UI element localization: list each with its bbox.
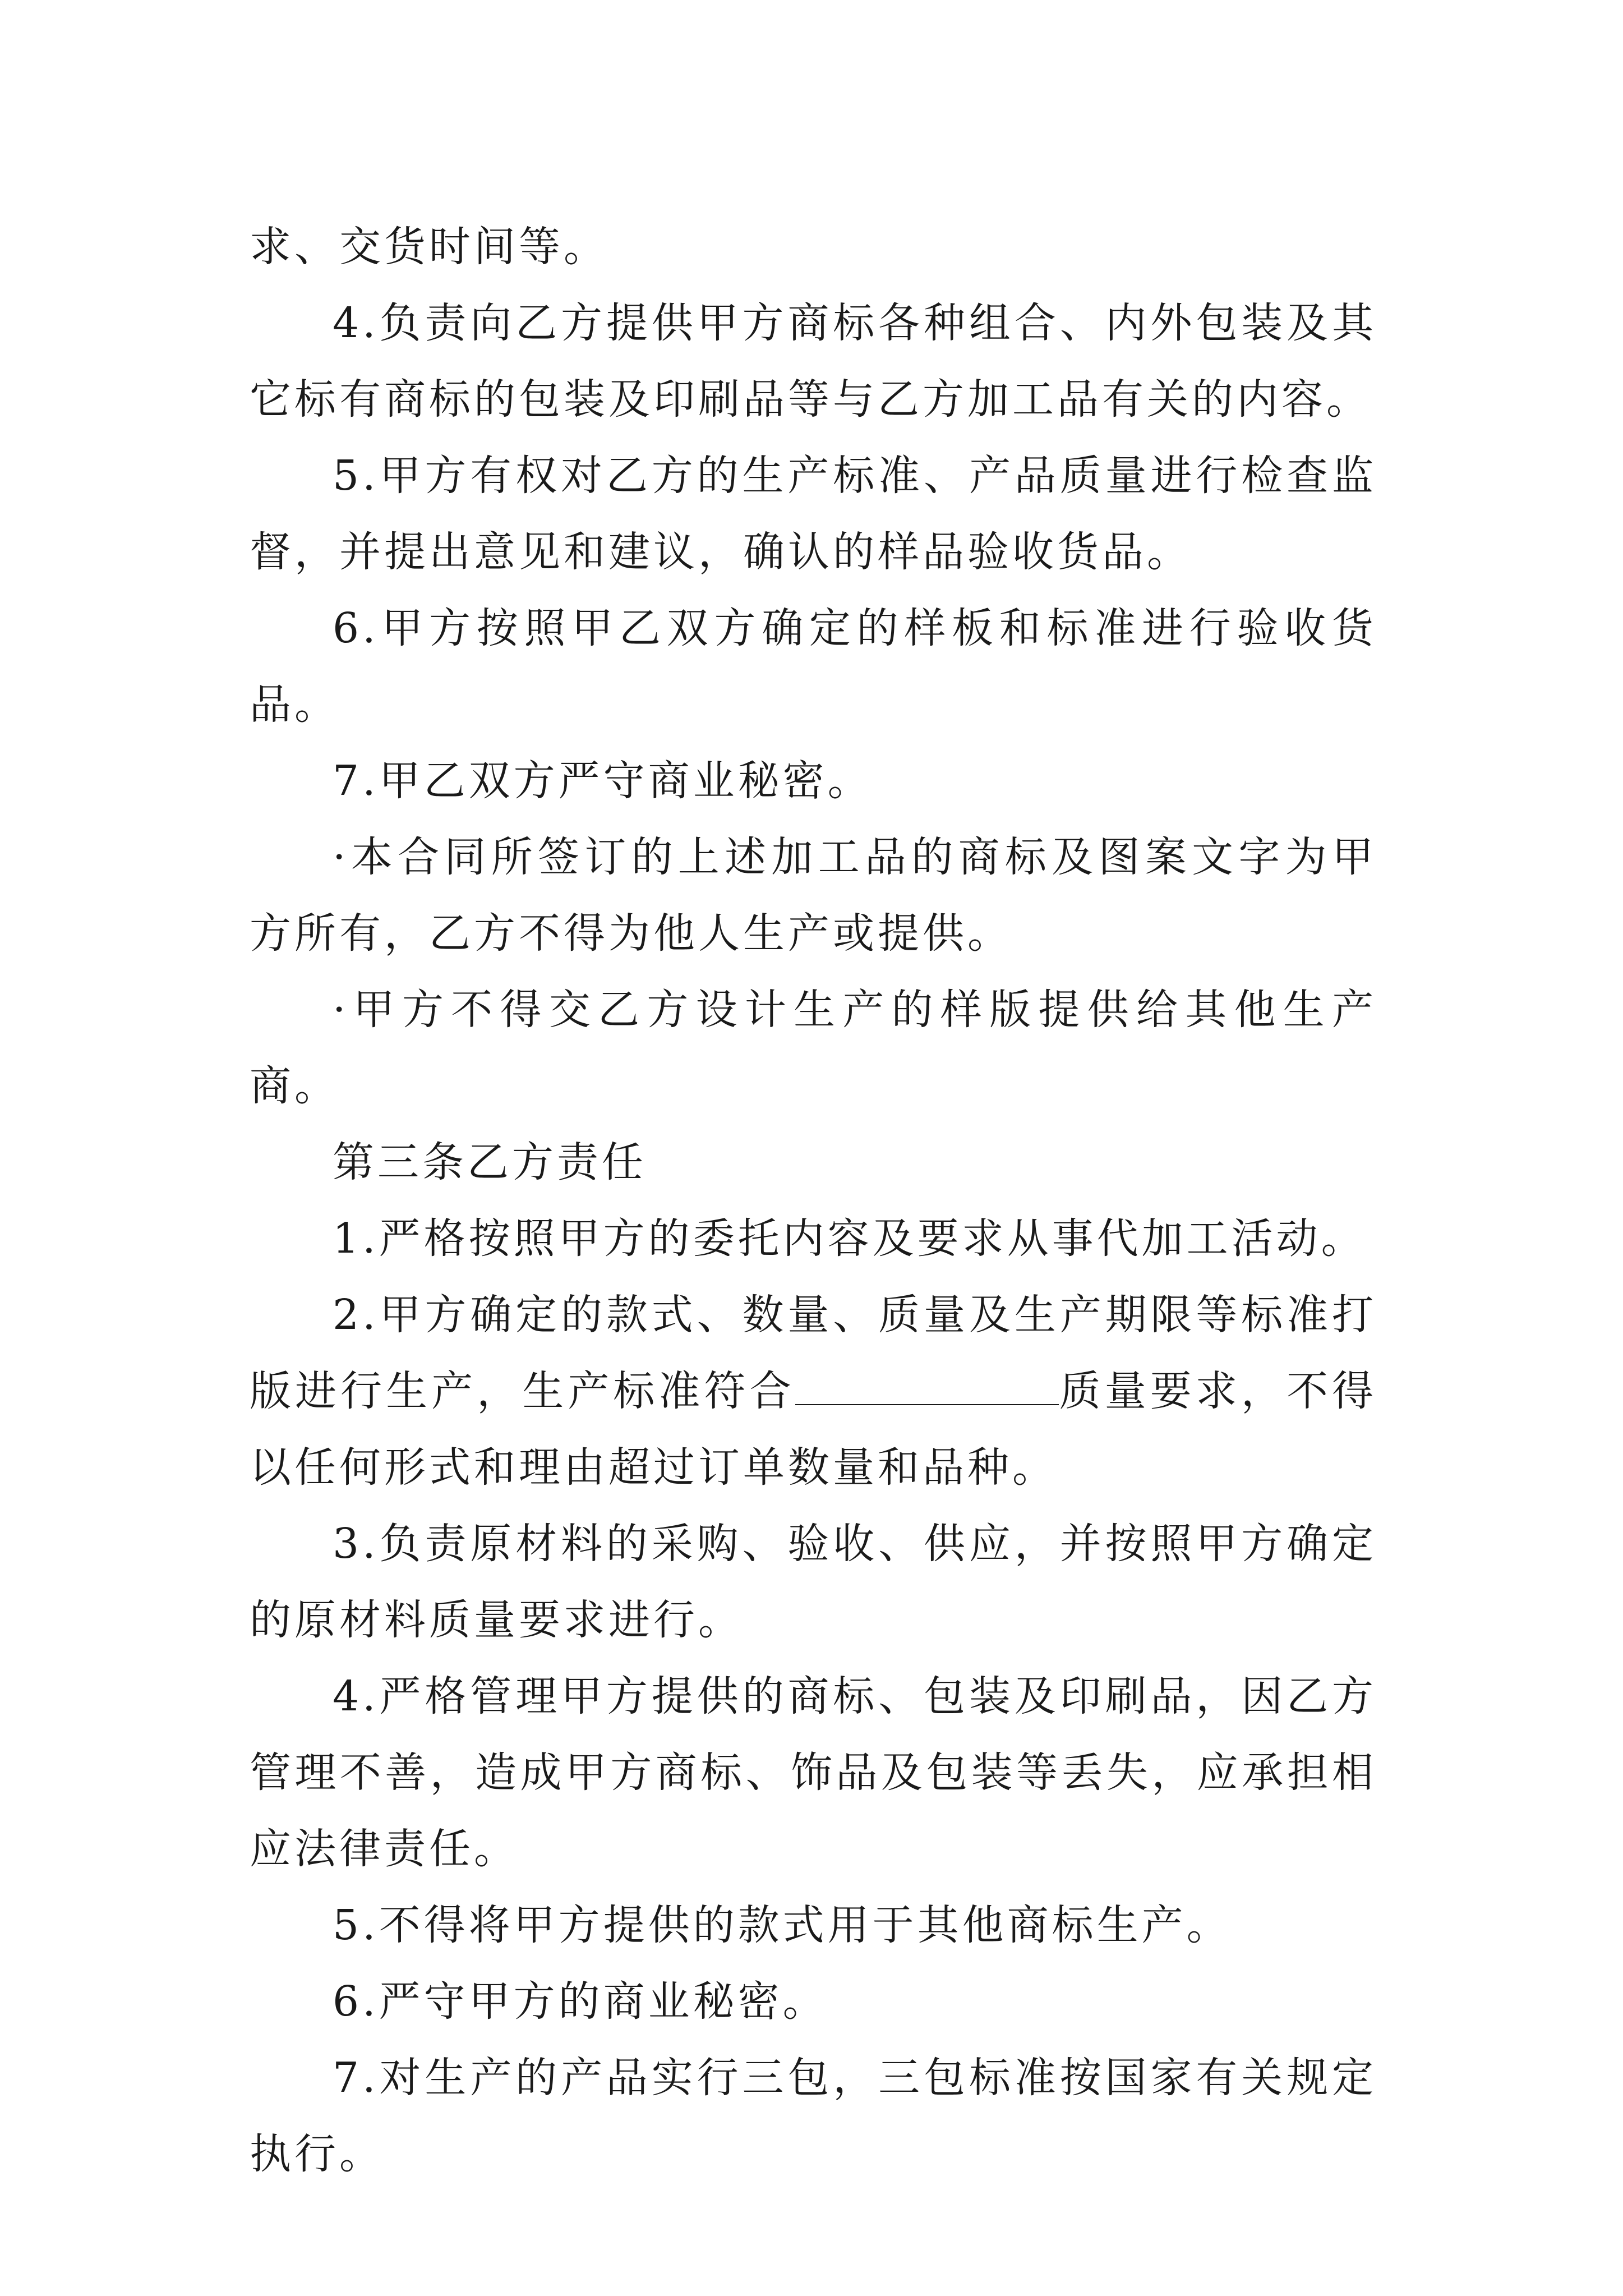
bullet-trademark-ownership: ·本合同所签订的上述加工品的商标及图案文字为甲方所有，乙方不得为他人生产或提供。 <box>250 833 1377 958</box>
party-b-clause-6: 6.严守甲方的商业秘密。 <box>333 1977 828 2026</box>
clause-5-quality-inspection: 5.甲方有权对乙方的生产标准、产品质量进行检查监督，并提出意见和建议，确认的样品验收货品。 <box>250 452 1377 576</box>
party-b-clause-7: 7.对生产的产品实行三包，三包标准按国家有关规定执行。 <box>250 2054 1377 2178</box>
clause-2-text-end: 质量要求，不得以任何形式和理由超过订单数量和品种。 <box>250 1367 1377 1492</box>
fill-in-blank <box>795 1365 1059 1405</box>
clause-6-acceptance: 6.甲方按照甲乙双方确定的样板和标准进行验收货品。 <box>250 604 1377 729</box>
party-b-clause-3: 3.负责原材料的采购、验收、供应，并按照甲方确定的原材料质量要求进行。 <box>250 1520 1377 1644</box>
section-heading-party-b: 第三条乙方责任 <box>333 1138 647 1186</box>
party-b-clause-5: 5.不得将甲方提供的款式用于其他商标生产。 <box>333 1901 1232 1949</box>
party-b-clause-4: 4.严格管理甲方提供的商标、包装及印刷品，因乙方管理不善，造成甲方商标、饰品及包装等丢失，应承担相应法律责任。 <box>250 1672 1377 1873</box>
paragraph-continuation: 求、交货时间等。 <box>250 223 608 271</box>
clause-4-trademark-provision: 4.负责向乙方提供甲方商标各种组合、内外包装及其它标有商标的包装及印刷品等与乙方加工品有关的内容。 <box>250 299 1377 424</box>
document-body <box>250 209 1377 2192</box>
party-b-clause-2 <box>250 1277 1377 1506</box>
clause-7-confidentiality: 7.甲乙双方严守商业秘密。 <box>333 757 873 805</box>
bullet-sample-restriction: ·甲方不得交乙方设计生产的样版提供给其他生产商。 <box>250 986 1377 1110</box>
party-b-clause-1: 1.严格按照甲方的委托内容及要求从事代加工活动。 <box>333 1214 1366 1263</box>
clause-2-text-start: 2.甲方确定的款式、数量、质量及生产期限等标准打版进行生产，生产标准符合 <box>250 1291 1377 1415</box>
